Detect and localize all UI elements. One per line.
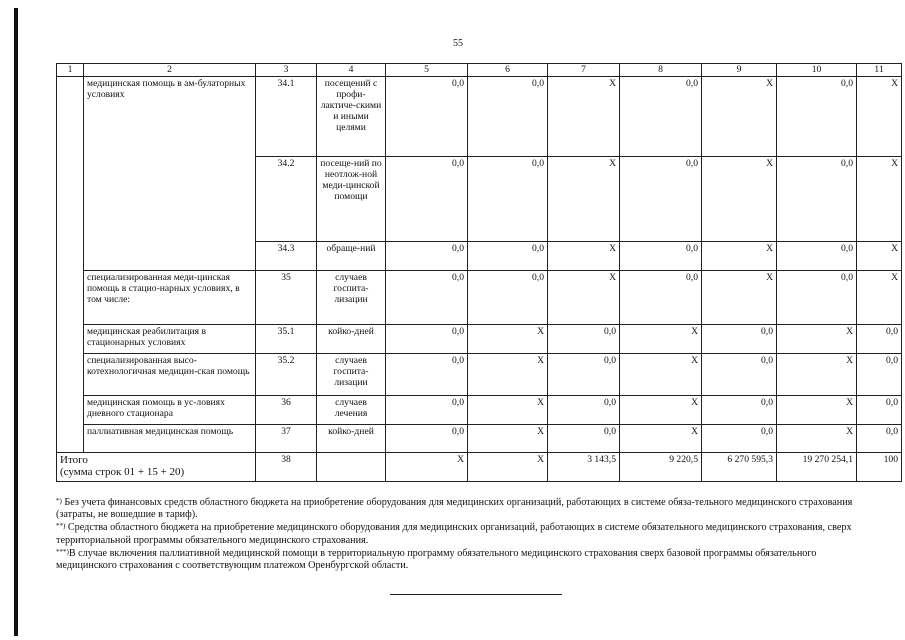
value-cell: X xyxy=(548,271,620,325)
table-row xyxy=(57,77,902,157)
unit-cell: посеще-ний по неотлож-ной меди-цинской помощи xyxy=(317,157,386,242)
total-sublabel: (сумма строк 01 + 15 + 20) xyxy=(60,466,185,478)
value-cell: 0,0 xyxy=(620,271,702,325)
total-label-cell xyxy=(57,453,256,482)
value-cell: X xyxy=(857,242,902,271)
value-cell: 0,0 xyxy=(386,325,468,354)
unit-cell: койко-дней xyxy=(317,325,386,354)
value-cell: 0,0 xyxy=(468,242,548,271)
value-cell: X xyxy=(468,354,548,396)
line-number-cell: 34.3 xyxy=(256,242,317,271)
col-header: 2 xyxy=(84,64,256,77)
value-cell: 0,0 xyxy=(702,425,777,453)
line-number-cell: 37 xyxy=(256,425,317,453)
value-cell: 0,0 xyxy=(702,396,777,425)
line-number-cell: 35.1 xyxy=(256,325,317,354)
value-cell: X xyxy=(777,425,857,453)
value-cell: 0,0 xyxy=(620,77,702,157)
value-cell: 0,0 xyxy=(386,271,468,325)
total-value-cell: 9 220,5 xyxy=(620,453,702,482)
line-number-cell: 36 xyxy=(256,396,317,425)
row-number-cell xyxy=(57,77,84,453)
footnote-mark: *) xyxy=(56,497,62,505)
value-cell: X xyxy=(702,271,777,325)
footnote-text: Средства областного бюджета на приобретение медицинского оборудования для медицинских организаций, работающих в системе обязательного медицинского страхования, сверх территориальной программы обязательного медицинского страхования. xyxy=(56,522,852,546)
value-cell: 0,0 xyxy=(386,425,468,453)
value-cell: 0,0 xyxy=(777,157,857,242)
table-row xyxy=(57,325,902,354)
indicator-name-cell: паллиативная медицинская помощь xyxy=(84,425,256,453)
value-cell: X xyxy=(702,242,777,271)
value-cell: X xyxy=(548,242,620,271)
indicator-name-cell: медицинская помощь в ус-ловиях дневного стационара xyxy=(84,396,256,425)
value-cell: X xyxy=(620,396,702,425)
value-cell: 0,0 xyxy=(468,77,548,157)
value-cell: X xyxy=(468,425,548,453)
col-header: 8 xyxy=(620,64,702,77)
value-cell: 0,0 xyxy=(548,325,620,354)
value-cell: 0,0 xyxy=(548,425,620,453)
value-cell: 0,0 xyxy=(386,396,468,425)
col-header: 3 xyxy=(256,64,317,77)
value-cell: 0,0 xyxy=(468,271,548,325)
value-cell: X xyxy=(777,325,857,354)
col-header: 7 xyxy=(548,64,620,77)
footnote-2 xyxy=(56,522,871,546)
footnote-1 xyxy=(56,497,871,521)
indicator-name-cell: специализированная меди-цинская помощь в стацио-нарных условиях, в том числе: xyxy=(84,271,256,325)
financing-table xyxy=(56,63,902,482)
column-number-row xyxy=(57,64,902,77)
footnotes xyxy=(56,497,871,573)
indicator-name-cell: медицинская реабилитация в стационарных условиях xyxy=(84,325,256,354)
value-cell: 0,0 xyxy=(857,425,902,453)
value-cell: X xyxy=(702,157,777,242)
value-cell: X xyxy=(468,325,548,354)
value-cell: 0,0 xyxy=(702,325,777,354)
value-cell: 0,0 xyxy=(386,157,468,242)
value-cell: 0,0 xyxy=(777,242,857,271)
total-value-cell: 3 143,5 xyxy=(548,453,620,482)
footnote-text: Без учета финансовых средств областного бюджета на приобретение оборудования для медицинских организаций, работающих в системе обяза-тельного медицинского страхования (затраты, не вошедшие в тариф). xyxy=(56,497,853,521)
total-value-cell: X xyxy=(468,453,548,482)
col-header: 5 xyxy=(386,64,468,77)
unit-cell: обраще-ний xyxy=(317,242,386,271)
total-row xyxy=(57,453,902,482)
value-cell: 0,0 xyxy=(386,77,468,157)
total-label: Итого xyxy=(60,454,88,466)
value-cell: 0,0 xyxy=(857,396,902,425)
unit-cell: случаев лечения xyxy=(317,396,386,425)
col-header: 9 xyxy=(702,64,777,77)
col-header: 4 xyxy=(317,64,386,77)
col-header: 10 xyxy=(777,64,857,77)
value-cell: X xyxy=(548,157,620,242)
footnote-3 xyxy=(56,548,871,572)
value-cell: 0,0 xyxy=(620,242,702,271)
unit-cell: койко-дней xyxy=(317,425,386,453)
value-cell: X xyxy=(702,77,777,157)
unit-cell: случаев госпита-лизации xyxy=(317,354,386,396)
value-cell: X xyxy=(857,77,902,157)
value-cell: X xyxy=(620,425,702,453)
value-cell: 0,0 xyxy=(386,242,468,271)
value-cell: X xyxy=(468,396,548,425)
value-cell: X xyxy=(548,77,620,157)
value-cell: 0,0 xyxy=(702,354,777,396)
col-header: 11 xyxy=(857,64,902,77)
table-row xyxy=(57,425,902,453)
line-number-cell: 35 xyxy=(256,271,317,325)
value-cell: 0,0 xyxy=(777,271,857,325)
line-number-cell: 38 xyxy=(256,453,317,482)
page-binding-edge xyxy=(14,8,18,636)
value-cell: 0,0 xyxy=(857,354,902,396)
value-cell: X xyxy=(857,271,902,325)
line-number-cell: 35.2 xyxy=(256,354,317,396)
unit-cell: случаев госпита-лизации xyxy=(317,271,386,325)
end-rule xyxy=(390,594,562,595)
value-cell: X xyxy=(777,396,857,425)
col-header: 1 xyxy=(57,64,84,77)
total-value-cell: X xyxy=(386,453,468,482)
total-value-cell: 100 xyxy=(857,453,902,482)
unit-cell xyxy=(317,453,386,482)
value-cell: X xyxy=(620,354,702,396)
value-cell: X xyxy=(777,354,857,396)
value-cell: 0,0 xyxy=(468,157,548,242)
indicator-name-cell: специализированная высо-котехнологичная медицин-ская помощь xyxy=(84,354,256,396)
col-header: 6 xyxy=(468,64,548,77)
table-row xyxy=(57,354,902,396)
line-number-cell: 34.1 xyxy=(256,77,317,157)
value-cell: X xyxy=(620,325,702,354)
unit-cell: посещений с профи-лактиче-скими и иными целями xyxy=(317,77,386,157)
value-cell: 0,0 xyxy=(548,354,620,396)
value-cell: 0,0 xyxy=(620,157,702,242)
value-cell: 0,0 xyxy=(386,354,468,396)
line-number-cell: 34.2 xyxy=(256,157,317,242)
table-row xyxy=(57,396,902,425)
table-row xyxy=(57,271,902,325)
footnote-mark: ***) xyxy=(56,547,69,556)
footnote-mark: **) xyxy=(56,522,66,531)
footnote-text: В случае включения паллиативной медицинской помощи в территориальную программу обязательного медицинского страхования сверх базовой программы обязательного медицинского страхования с соответствующим платежом Оренбургской области. xyxy=(56,547,817,572)
value-cell: 0,0 xyxy=(777,77,857,157)
page-number: 55 xyxy=(453,38,463,49)
value-cell: 0,0 xyxy=(548,396,620,425)
total-value-cell: 6 270 595,3 xyxy=(702,453,777,482)
value-cell: 0,0 xyxy=(857,325,902,354)
indicator-name-cell: медицинская помощь в ам-булаторных условиях xyxy=(84,77,256,271)
total-value-cell: 19 270 254,1 xyxy=(777,453,857,482)
value-cell: X xyxy=(857,157,902,242)
